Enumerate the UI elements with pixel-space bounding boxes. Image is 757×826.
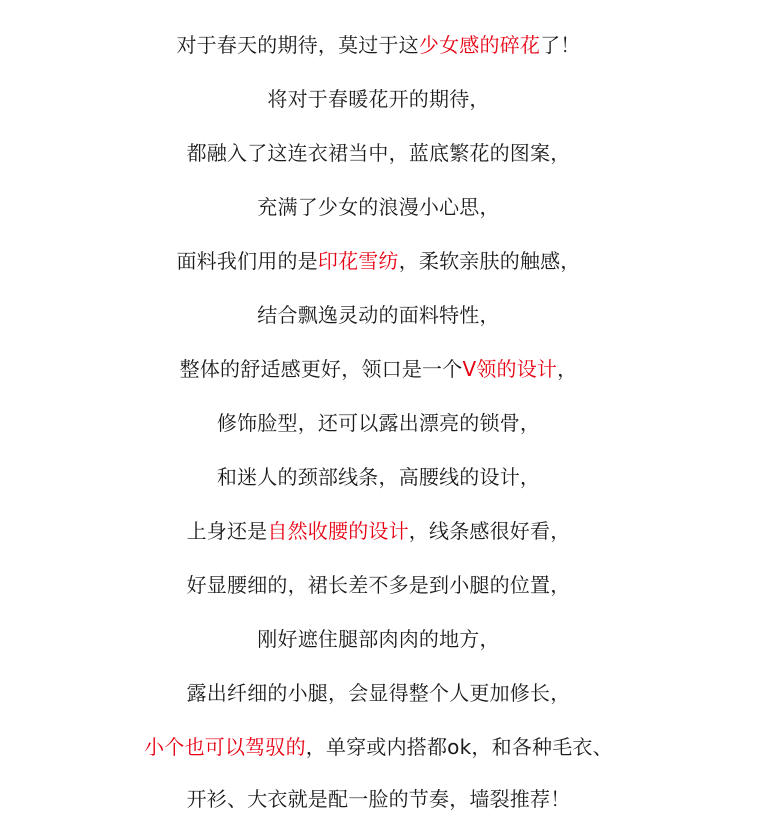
text-segment: 好显腰细的，裙长差不多是到小腿的位置， — [186, 573, 571, 597]
text-segment: ，线条感很好看， — [408, 519, 571, 543]
text-line — [0, 180, 757, 234]
text-line — [0, 288, 757, 342]
text-line — [0, 126, 757, 180]
highlight-segment: 小个也可以驾驭的 — [144, 735, 306, 759]
text-line — [0, 18, 757, 72]
text-line — [0, 396, 757, 450]
text-segment: 开衫、大衣就是配一脸的节奏，墙裂推荐！ — [186, 787, 571, 811]
text-segment: ， — [557, 357, 578, 381]
text-line — [0, 666, 757, 720]
text-line — [0, 612, 757, 666]
text-segment: ，柔软亲肤的触感， — [398, 249, 581, 273]
text-line — [0, 772, 757, 826]
text-segment: 面料我们用的是 — [176, 249, 318, 273]
text-segment: 露出纤细的小腿，会显得整个人更加修长， — [186, 681, 571, 705]
text-segment: 将对于春暖花开的期待， — [267, 87, 490, 111]
highlight-segment: 印花雪纺 — [317, 249, 399, 273]
text-segment: 结合飘逸灵动的面料特性， — [257, 303, 500, 327]
text-segment: 刚好遮住腿部肉肉的地方， — [257, 627, 500, 651]
text-segment: 了！ — [540, 33, 581, 57]
text-line — [0, 720, 757, 774]
text-segment: ，单穿或内搭都ok，和各种毛衣、 — [305, 735, 613, 759]
text-line — [0, 342, 757, 396]
highlight-segment: 自然收腰的设计 — [267, 519, 409, 543]
text-segment: 上身还是 — [186, 519, 268, 543]
text-segment: 都融入了这连衣裙当中，蓝底繁花的图案， — [186, 141, 571, 165]
highlight-segment: 少女感的碎花 — [418, 33, 541, 57]
text-line — [0, 450, 757, 504]
text-segment: 对于春天的期待，莫过于这 — [176, 33, 419, 57]
text-line — [0, 72, 757, 126]
text-segment: 整体的舒适感更好，领口是一个 — [179, 357, 463, 381]
text-line — [0, 504, 757, 558]
text-segment: 修饰脸型，还可以露出漂亮的锁骨， — [216, 411, 541, 435]
text-segment: 充满了少女的浪漫小心思， — [257, 195, 500, 219]
text-line — [0, 558, 757, 612]
highlight-segment: V领的设计 — [462, 357, 558, 381]
text-segment: 和迷人的颈部线条，高腰线的设计， — [216, 465, 541, 489]
text-line — [0, 234, 757, 288]
